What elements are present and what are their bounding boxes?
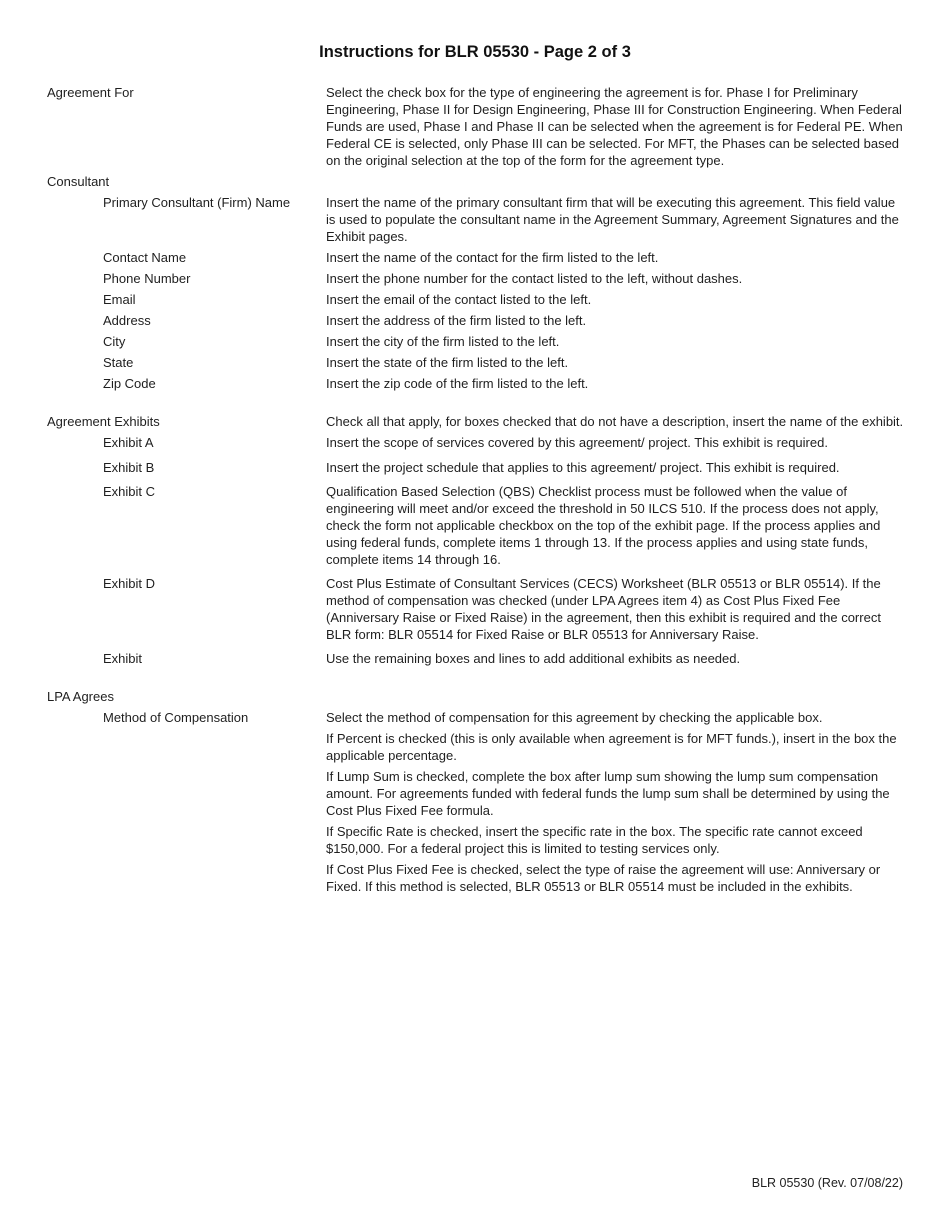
consultant-item-label: Contact Name <box>103 250 187 265</box>
consultant-label: Consultant <box>47 174 110 189</box>
consultant-item-row <box>47 270 907 287</box>
agreement-for-desc: Select the check box for the type of engineering the agreement is for. Phase I for Preliminary Engineering, Phase II for Design Engineering, Phase III for Construction Engineering. When Federal Funds are used, Phase I and Phase II can be selected when the agreement is for Federal PE. When Federal CE is selected, only Phase III can be selected. For MFT, the Phases can be selected based on the original selection at the top of the form for the agreement type. <box>326 85 903 168</box>
agreement-for-label: Agreement For <box>47 85 134 100</box>
consultant-item-desc: Insert the address of the firm listed to the left. <box>326 313 587 328</box>
agreement-exhibits-row <box>47 413 907 430</box>
agreement-exhibits-desc: Check all that apply, for boxes checked that do not have a description, insert the name of the exhibit. <box>326 414 904 429</box>
method-of-compensation-row <box>47 709 907 895</box>
consultant-item-desc: Insert the name of the contact for the firm listed to the left. <box>326 250 659 265</box>
exhibit-label: Exhibit C <box>103 484 156 499</box>
consultant-item-label: Email <box>103 292 136 307</box>
compensation-paragraph: If Cost Plus Fixed Fee is checked, select the type of raise the agreement will use: Anniversary or Fixed. If this method is selected, BLR 05513 or BLR 05514 must be included in the exhibits. <box>326 862 881 894</box>
exhibit-desc: Insert the scope of services covered by this agreement/ project. This exhibit is required. <box>326 435 828 450</box>
compensation-paragraph: Select the method of compensation for this agreement by checking the applicable box. <box>326 710 823 725</box>
consultant-item-label: Address <box>103 313 151 328</box>
exhibit-label: Exhibit B <box>103 460 155 475</box>
consultant-item-desc: Insert the city of the firm listed to the left. <box>326 334 560 349</box>
consultant-item-row <box>47 333 907 350</box>
consultant-item-row <box>47 249 907 266</box>
consultant-item-row <box>47 291 907 308</box>
method-of-compensation-desc <box>326 709 907 895</box>
exhibit-label: Exhibit A <box>103 435 154 450</box>
lpa-agrees-label: LPA Agrees <box>47 689 114 704</box>
compensation-paragraph: If Percent is checked (this is only available when agreement is for MFT funds.), insert in the box the applicable percentage. <box>326 731 897 763</box>
exhibit-desc: Cost Plus Estimate of Consultant Services (CECS) Worksheet (BLR 05513 or BLR 05514). If the method of compensation was checked (under LPA Agrees item 4) as Cost Plus Fixed Fee (Anniversary Raise or Fixed Raise) in the agreement, then this exhibit is required and the correct BLR form: BLR 05514 for Fixed Raise or BLR 05513 for Anniversary Raise. <box>326 576 881 642</box>
consultant-item-row <box>47 375 907 392</box>
consultant-item-desc: Insert the name of the primary consultant firm that will be executing this agreement. This field value is used to populate the consultant name in the Agreement Summary, Agreement Signatures and the Exhibit pages. <box>326 195 899 244</box>
consultant-item-desc: Insert the phone number for the contact listed to the left, without dashes. <box>326 271 743 286</box>
consultant-item-desc: Insert the zip code of the firm listed to the left. <box>326 376 589 391</box>
agreement-for-row <box>47 84 907 169</box>
page-title: Instructions for BLR 05530 - Page 2 of 3 <box>319 43 631 61</box>
section-spacer <box>47 671 907 688</box>
exhibit-row <box>47 434 907 451</box>
consultant-item-desc: Insert the email of the contact listed to the left. <box>326 292 592 307</box>
exhibit-desc: Use the remaining boxes and lines to add additional exhibits as needed. <box>326 651 741 666</box>
agreement-exhibits-label: Agreement Exhibits <box>47 414 160 429</box>
exhibit-desc: Qualification Based Selection (QBS) Checklist process must be followed when the value of engineering will meet and/or exceed the threshold in 50 ILCS 510. If the process does not apply, check the form not applicable checkbox on the top of the exhibit page. If the process applies and using federal funds, complete items 1 through 13. If the process applies and using state funds, complete items 14 through 16. <box>326 484 881 567</box>
method-of-compensation-label: Method of Compensation <box>103 710 249 725</box>
exhibit-row <box>47 575 907 643</box>
consultant-item-label: Phone Number <box>103 271 191 286</box>
consultant-item-row <box>47 354 907 371</box>
compensation-paragraph: If Lump Sum is checked, complete the box after lump sum showing the lump sum compensation amount. For agreements funded with federal funds the lump sum shall be determined by using the Cost Plus Fixed Fee formula. <box>326 769 890 818</box>
instructions-body <box>47 84 907 899</box>
exhibit-label: Exhibit <box>103 651 143 666</box>
exhibit-row <box>47 459 907 476</box>
consultant-item-row <box>47 194 907 245</box>
consultant-heading-row <box>47 173 907 190</box>
consultant-item-desc: Insert the state of the firm listed to the left. <box>326 355 569 370</box>
exhibit-label: Exhibit D <box>103 576 156 591</box>
consultant-item-label: State <box>103 355 134 370</box>
form-revision-footer: BLR 05530 (Rev. 07/08/22) <box>751 1176 903 1190</box>
exhibit-row <box>47 483 907 568</box>
consultant-item-label: Zip Code <box>103 376 156 391</box>
lpa-agrees-heading-row <box>47 688 907 705</box>
consultant-item-label: Primary Consultant (Firm) Name <box>103 195 291 210</box>
consultant-item-label: City <box>103 334 126 349</box>
exhibit-row <box>47 650 907 667</box>
consultant-item-row <box>47 312 907 329</box>
exhibit-desc: Insert the project schedule that applies to this agreement/ project. This exhibit is required. <box>326 460 840 475</box>
compensation-paragraph: If Specific Rate is checked, insert the specific rate in the box. The specific rate cannot exceed $150,000. For a federal project this is limited to testing services only. <box>326 824 863 856</box>
section-spacer <box>47 396 907 413</box>
